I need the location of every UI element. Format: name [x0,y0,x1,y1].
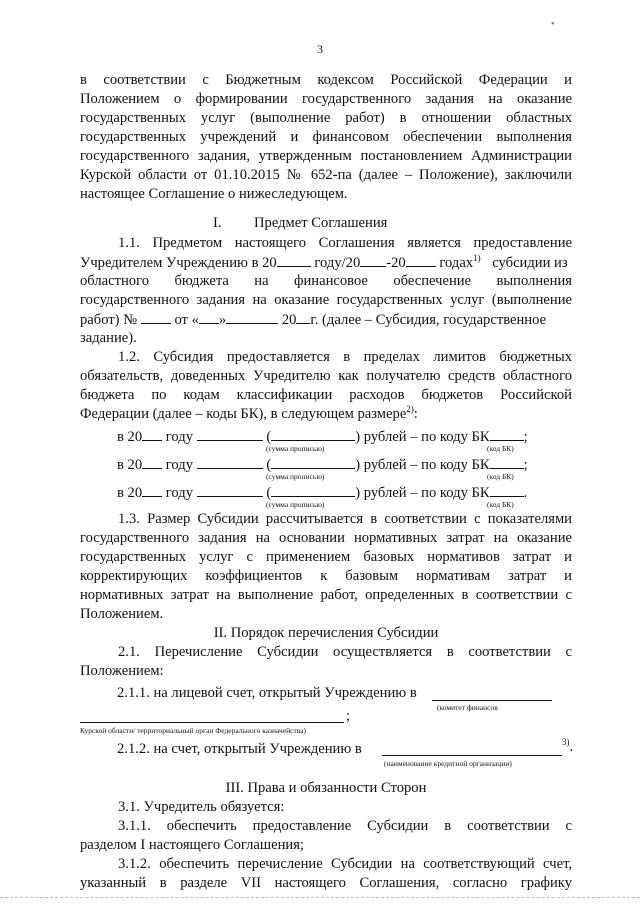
clause-1-1-line: задание). [80,330,137,346]
field-hint: (сумма прописью) [266,444,325,453]
clause-1-2-line: бюджета по кодам классификации расходов бюджетов Российской [80,387,572,403]
clause-3-1-2-line: 3.1.2. обеспечить перечисление Субсидии на соответствующий счет, [118,856,572,872]
clause-1-2-line: 1.2. Субсидия предоставляется в пределах лимитов бюджетных [118,349,572,365]
clause-1-2-line: Федерации (далее – коды БК), в следующем размере$^{2)}$: [80,404,418,422]
section-3-title: III. Права и обязанности Сторон [225,780,427,796]
clause-1-3-line: корректирующих коэффициентов к базовым нормативам затрат и [80,568,572,584]
blank-field[interactable] [141,310,171,324]
footnote-marker: $^{3)}$. [562,737,574,755]
clause-1-1-years-line: Учредителем Учреждению в 20 году/20 -20 годах$^{1)}$ субсидии из [80,253,568,271]
clause-1-1-number-line: работ) № от « » 20 г. (далее – Субсидия, государственное [80,312,547,328]
section-1-title: Предмет Соглашения [254,215,388,231]
footnote-ref: 1) [473,253,481,264]
field-hint: (сумма прописью) [266,472,325,481]
clause-2-1-2: 2.1.2. на счет, открытый Учреждению в [117,741,362,757]
intro-line: государственного задания, утвержденным постановлением Администрации [80,148,572,164]
top-mark: • [551,19,555,30]
blank-field[interactable] [406,253,436,267]
amount-row: в 20 году ( ) рублей – по коду БК . [117,485,528,501]
clause-1-3-line: государственного задания на основании нормативных затрат на оказание [80,530,572,546]
intro-line: в соответствии с Бюджетным кодексом Российской Федерации и [80,72,572,88]
clause-3-1-1-line: 3.1.1. обеспечить предоставление Субсидии в соответствии с [118,818,572,834]
blank-field[interactable] [296,310,310,324]
blank-field[interactable] [271,427,355,441]
intro-line: Положением о формировании государственного задания на оказание [80,91,572,107]
blank-field[interactable] [226,310,278,324]
blank-field[interactable] [197,483,263,497]
amount-row: в 20 году ( ) рублей – по коду БК ; [117,457,528,473]
intro-line: государственных услуг (выполнение работ) в отношении областных [80,110,572,126]
intro-line: государственных учреждений и финансовом обеспечении выполнения [80,129,572,145]
blank-field[interactable] [382,755,562,756]
blank-field[interactable] [271,483,355,497]
blank-field[interactable] [490,455,524,469]
section-2-title: II. Порядок перечисления Субсидии [213,625,439,641]
field-hint: (сумма прописью) [266,500,325,509]
blank-field[interactable] [271,455,355,469]
field-hint: (комитет финансов [437,703,498,712]
clause-2-1-line: Положением: [80,663,164,679]
clause-3-1-2-line: указанный в разделе VII настоящего Соглашения, согласно графику [80,875,572,891]
clause-1-1-line: государственного задания на оказание государственных услуг (выполнение [80,292,572,308]
semicolon: ; [346,708,351,724]
blank-field[interactable] [490,427,524,441]
clause-1-1-line: областного бюджета на финансовое обеспечение выполнения [80,273,572,289]
page-number: 3 [317,42,323,56]
intro-line: настоящее Соглашение о нижеследующем. [80,186,348,202]
clause-3-1: 3.1. Учредитель обязуется: [118,799,285,815]
clause-1-3-line: 1.3. Размер Субсидии рассчитывается в соответствии с показателями [118,511,572,527]
blank-field[interactable] [197,427,263,441]
blank-field[interactable] [142,483,162,497]
blank-field[interactable] [360,253,386,267]
clause-1-3-line: Положением. [80,606,164,622]
clause-3-1-1-line: разделом I настоящего Соглашения; [80,837,304,853]
blank-field[interactable] [199,310,219,324]
blank-field[interactable] [197,455,263,469]
blank-field[interactable] [490,483,524,497]
clause-2-1-1: 2.1.1. на лицевой счет, открытый Учреждению в [117,685,417,701]
clause-1-3-line: государственных услуг с применением базовых нормативов затрат и [80,549,572,565]
blank-field[interactable] [142,455,162,469]
clause-1-1-line: 1.1. Предметом настоящего Соглашения является предоставление [118,235,572,251]
field-hint: (код БК) [487,444,514,453]
field-hint: (код БК) [487,472,514,481]
section-1-number: I. [213,215,222,231]
blank-field[interactable] [432,700,552,701]
blank-field[interactable] [80,722,344,723]
field-hint: (код БК) [487,500,514,509]
footnote-ref: 2) [406,404,414,415]
field-hint: Курской области/ территориальный орган Федерального казначейства) [80,726,307,735]
amount-row: в 20 году ( ) рублей – по коду БК ; [117,429,528,445]
blank-field[interactable] [277,253,311,267]
blank-field[interactable] [142,427,162,441]
clause-1-2-line: обязательств, доведенных Учредителю как получателю средств областного [80,368,572,384]
intro-line: Курской области от 01.10.2015 № 652-па (далее – Положение), заключили [80,167,572,183]
clause-1-3-line: нормативных затрат на выполнение работ, определенных в соответствии с [80,587,572,603]
page-bottom-edge [0,897,640,898]
field-hint: (наименование кредитной организации) [384,759,512,768]
clause-2-1-line: 2.1. Перечисление Субсидии осуществляется в соответствии с [118,644,572,660]
